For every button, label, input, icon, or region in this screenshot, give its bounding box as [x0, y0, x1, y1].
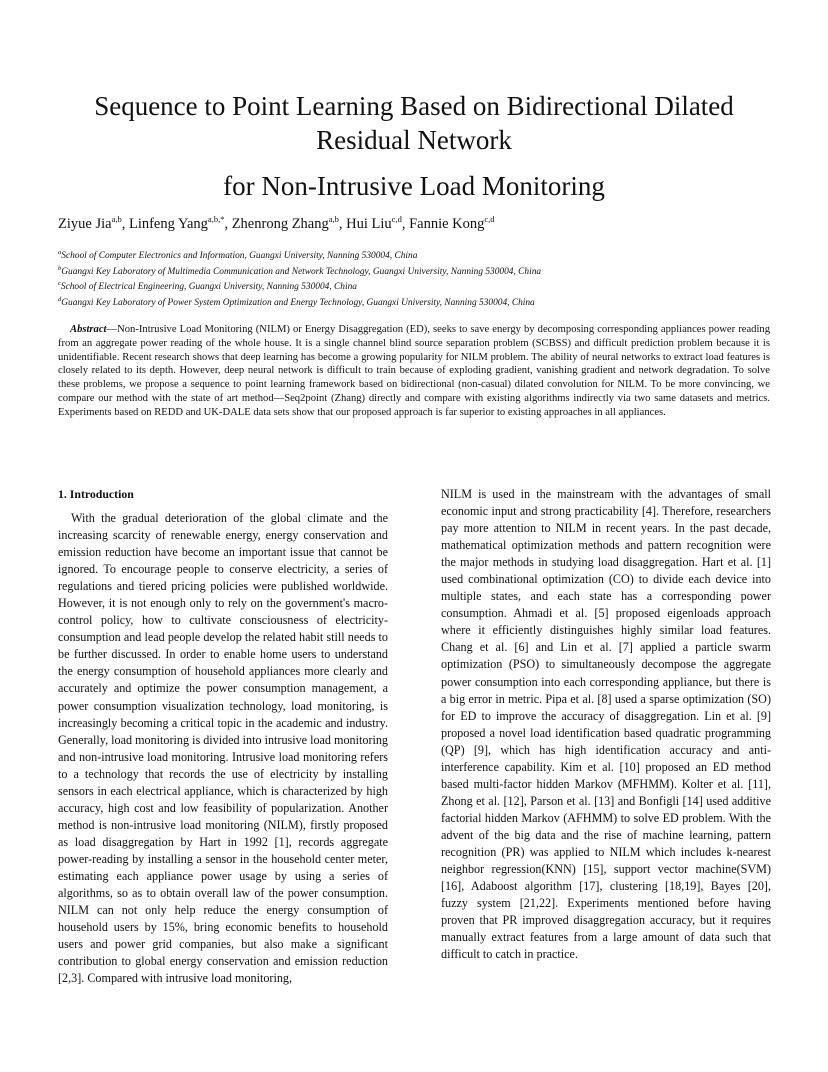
- author-separator: ,: [121, 216, 129, 232]
- author-affil-marker: a,b,*: [207, 214, 225, 224]
- paper-title: [40, 89, 788, 203]
- author-separator: ,: [338, 216, 347, 232]
- affiliation: [58, 247, 541, 263]
- author-separator: ,: [224, 216, 232, 232]
- author-name: Linfeng Yang: [128, 216, 208, 232]
- title-line-3: for Non-Intrusive Load Monitoring: [223, 171, 605, 201]
- affiliation-marker: d: [58, 295, 62, 303]
- affiliation-list: [58, 247, 541, 309]
- affiliation-text: School of Electrical Engineering, Guangxi University, Nanning 530004, China: [60, 282, 357, 293]
- author-name: Hui Liu: [346, 216, 392, 232]
- affiliation-text: Guangxi Key Laboratory of Power System Optimization and Energy Technology, Guangxi University, Nanning 530004, China: [61, 297, 535, 308]
- author: [129, 216, 232, 232]
- affiliation: [58, 278, 541, 294]
- author: [346, 216, 409, 232]
- abstract-text: —Non-Intrusive Load Monitoring (NILM) or Energy Disaggregation (ED), seeks to save energy by decomposing corresponding appliances power reading from an aggregate power reading of the whole house. It is a single channel blind source separation problem (SCBSS) and difficult prediction problem because it is unidentifiable. Recent research shows that deep learning has become a growing popularity for NILM problem. The ability of neural networks to extract load features is closely related to its depth. However, deep neural network is difficult to train because of exploding gradient, vanishing gradient and network degradation. To solve these problems, we propose a sequence to point learning framework based on bidirectional (non-casual) dilated convolution for NILM. To be more convincing, we compare our method with the state of art method—Seq2point (Zhang) directly and compare with existing algorithms indirectly via two same datasets and metrics. Experiments based on REDD and UK-DALE data sets show that our proposed approach is far superior to existing approaches in all appliances.: [58, 324, 770, 418]
- affiliation-marker: c: [58, 280, 61, 288]
- left-column: [58, 486, 388, 987]
- affiliation: [58, 294, 541, 310]
- abstract: [58, 323, 770, 419]
- abstract-label: Abstract: [70, 324, 107, 335]
- author: [409, 216, 494, 232]
- affiliation: [58, 263, 541, 279]
- author: [232, 216, 346, 232]
- title-line-2: Residual Network: [316, 125, 512, 155]
- affiliation-text: Guangxi Key Laboratory of Multimedia Communication and Network Technology, Guangxi University, Nanning 530004, China: [61, 266, 542, 277]
- author-separator: ,: [401, 216, 410, 232]
- author-list: [58, 214, 495, 233]
- author-name: Ziyue Jia: [58, 216, 112, 232]
- affiliation-marker: a: [58, 249, 62, 256]
- intro-paragraph-right: NILM is used in the mainstream with the advantages of small economic input and strong practicability [4]. Therefore, researchers pay more attention to NILM in recent years. In the past decade, mathematical optimization methods and pattern recognition were the major methods in studying load disaggregation. Hart et al. [1] used combinational optimization (CO) to divide each device into multiple states, and each state has a corresponding power consumption. Ahmadi et al. [5] proposed eigenloads approach where it efficiently distinguishes highly similar load features. Chang et al. [6] and Lin et al. [7] applied a particle swarm optimization (PSO) to simultaneously decompose the aggregate power consumption into each corresponding appliance, but there is a big error in metric. Pipa et al. [8] used a sparse optimization (SO) for ED to improve the accuracy of disaggregation. Lin et al. [9] proposed a novel load identification based quadratic programming (QP) [9], which has high identification accuracy and anti-interference capability. Kim et al. [10] proposed an ED method based multi-factor hidden Markov (MFHMM). Kolter et al. [11], Zhong et al. [12], Parson et al. [13] and Bonfigli [14] used additive factorial hidden Markov (AFHMM) to solve ED problem. With the advent of the big data and the rise of machine learning, pattern recognition (PR) was applied to NILM which includes k-nearest neighbor regression(KNN) [15], support vector machine(SVM) [16], Adaboost algorithm [17], clustering [18,19], Bayes [20], fuzzy system [21,22]. Experiments mentioned before having proven that PR improved disaggregation accuracy, but it requires manually extract features from a large amount of data such that difficult to catch in practice.: [441, 487, 771, 962]
- author-name: Fannie Kong: [409, 216, 485, 232]
- author-name: Zhenrong Zhang: [231, 216, 329, 232]
- affiliation-marker: b: [58, 264, 62, 272]
- author-affil-marker: c,d: [391, 214, 402, 224]
- section-heading-introduction: 1. Introduction: [58, 487, 134, 501]
- author-affil-marker: a,b: [328, 214, 339, 224]
- affiliation-text: School of Computer Electronics and Information, Guangxi University, Nanning 530004, China: [61, 251, 418, 261]
- right-column: [441, 486, 771, 963]
- author: [58, 216, 129, 232]
- title-line-1: Sequence to Point Learning Based on Bidirectional Dilated: [94, 91, 734, 121]
- author-affil-marker: a,b: [111, 214, 122, 224]
- author-affil-marker: c,d: [484, 214, 495, 224]
- intro-paragraph-left: With the gradual deterioration of the global climate and the increasing scarcity of renewable energy, energy conservation and emission reduction have become an important issue that cannot be ignored. To encourage people to conserve electricity, a series of regulations and tiered pricing policies were published worldwide. However, it is not enough only to rely on the government's macro-control policy, how to cultivate consciousness of electricity-consumption and lead people develop the related habit still needs to be further discussed. In order to enable home users to understand the energy consumption of household appliances more clearly and accurately and optimize the power consumption management, a power consumption visualization technology, load monitoring, is increasingly becoming a critical topic in the academic and industry. Generally, load monitoring is divided into intrusive load monitoring and non-intrusive load monitoring. Intrusive load monitoring refers to a technology that records the use of electricity by installing sensors in each electrical appliance, which is characterized by high accuracy, high cost and low feasibility of popularization. Another method is non-intrusive load monitoring (NILM), firstly proposed as load disaggregation by Hart in 1992 [1], records aggregate power-reading by installing a sensor in the household center meter, estimating each appliance power usage by using a series of algorithms, so as to obtain overall law of the power consumption. NILM can not only help reduce the energy consumption of household users by 15%, bring economic benefits to household users and power grid companies, but also make a significant contribution to global energy conservation and emission reduction [2,3]. Compared with intrusive load monitoring,: [58, 511, 388, 986]
